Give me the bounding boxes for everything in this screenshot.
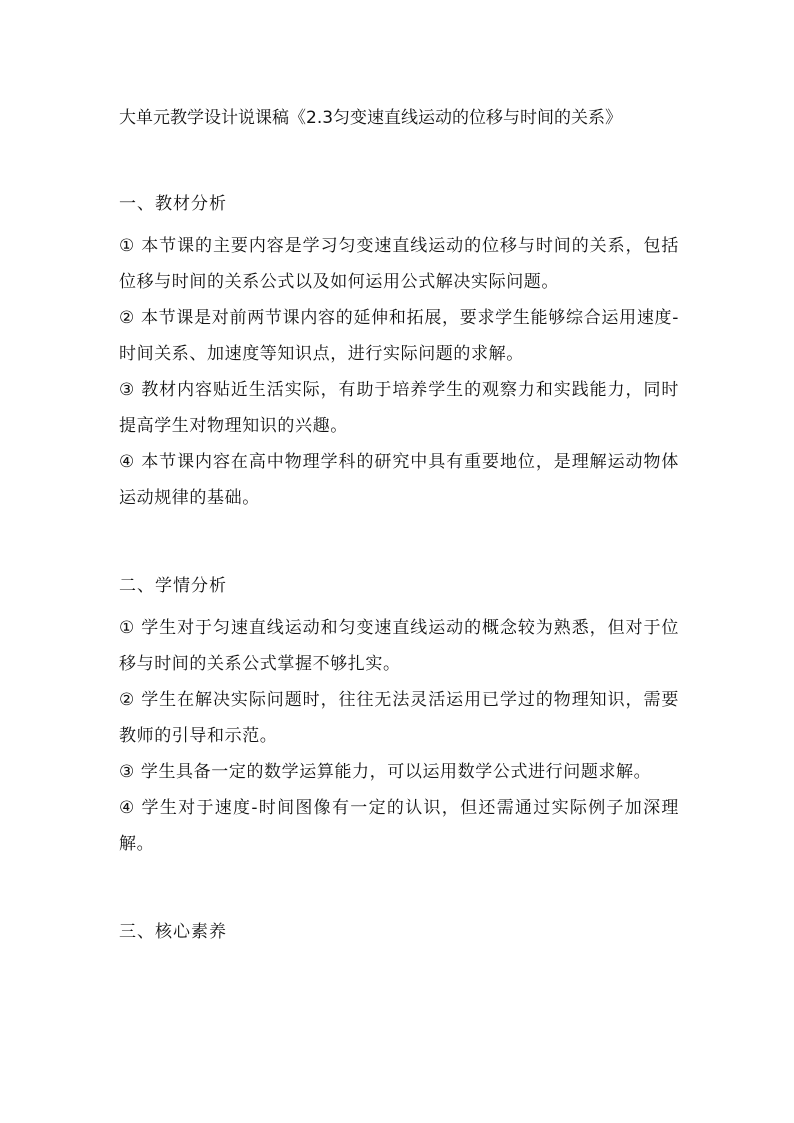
section-learner-analysis — [119, 572, 679, 862]
section-core-literacy — [119, 918, 679, 946]
item-number: ① — [119, 618, 136, 638]
item-text: 学生对于速度-时间图像有一定的认识，但还需通过实际例子加深理解。 — [119, 798, 679, 854]
list-item — [119, 790, 679, 862]
section-heading: 一、教材分析 — [119, 194, 227, 214]
item-text: 教材内容贴近生活实际，有助于培养学生的观察力和实践能力，同时提高学生对物理知识的兴趣。 — [119, 380, 680, 436]
section-textbook-analysis — [119, 190, 679, 516]
list-item — [119, 300, 679, 372]
item-text: 学生对于匀速直线运动和匀变速直线运动的概念较为熟悉，但对于位移与时间的关系公式掌握不够扎实。 — [119, 618, 680, 674]
list-item — [119, 682, 679, 754]
document-title: 大单元教学设计说课稿《2.3匀变速直线运动的位移与时间的关系》 — [119, 108, 623, 128]
section-heading: 三、核心素养 — [119, 922, 227, 942]
list-item — [119, 444, 679, 516]
item-number: ④ — [119, 452, 136, 472]
item-text: 学生在解决实际问题时，往往无法灵活运用已学过的物理知识，需要教师的引导和示范。 — [119, 690, 680, 746]
item-number: ② — [119, 690, 136, 710]
document-page — [119, 104, 679, 956]
item-number: ① — [119, 236, 136, 256]
item-text: 学生具备一定的数学运算能力，可以运用数学公式进行问题求解。 — [140, 762, 652, 782]
item-text: 本节课内容在高中物理学科的研究中具有重要地位，是理解运动物体运动规律的基础。 — [119, 452, 680, 508]
item-number: ③ — [119, 380, 136, 400]
section-heading: 二、学情分析 — [119, 576, 227, 596]
item-text: 本节课的主要内容是学习匀变速直线运动的位移与时间的关系，包括位移与时间的关系公式以及如何运用公式解决实际问题。 — [119, 236, 680, 292]
list-item — [119, 754, 679, 790]
item-number: ② — [119, 308, 135, 328]
list-item — [119, 610, 679, 682]
item-text: 本节课是对前两节课内容的延伸和拓展，要求学生能够综合运用速度-时间关系、加速度等知识点，进行实际问题的求解。 — [119, 308, 679, 364]
item-number: ③ — [119, 762, 135, 782]
item-number: ④ — [119, 798, 136, 818]
list-item — [119, 228, 679, 300]
list-item — [119, 372, 679, 444]
